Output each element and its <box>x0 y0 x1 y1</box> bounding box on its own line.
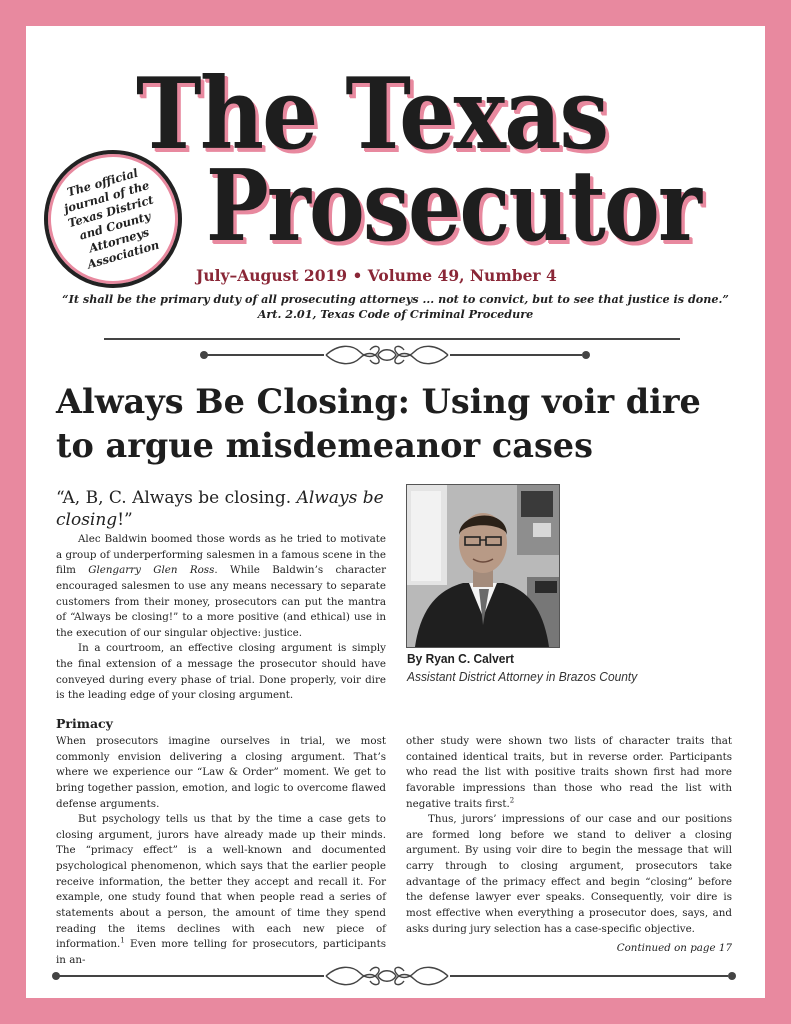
issue-line: July–August 2019 • Volume 49, Number 4 <box>196 266 557 285</box>
masthead-title-line2: Prosecutor <box>206 149 701 264</box>
motto-quote: “It shall be the primary duty of all prosecuting attorneys ... not to convict, but to see that justice is done.” <box>62 292 729 306</box>
masthead-title-line1: The Texas <box>136 57 608 172</box>
pull-quote-italic: Always be closing <box>56 488 384 530</box>
flourish-ornament-icon <box>324 342 450 368</box>
pull-quote-plain: “A, B, C. Always be closing. <box>56 488 297 508</box>
col2-paragraph-2: Thus, jurors’ impressions of our case and our positions are formed long before we stand to deliver a closing argument. By using voir dire to begin the message that will carry through to closing argument, prosecutors take advantage of the primacy effect and begin “closing” before the defense lawyer ever speaks. Consequently, voir dire is most effective when everything a prosecutor does, says, and asks during jury selection has a case-specific objective. <box>406 813 732 935</box>
continued-link[interactable]: Continued on page 17 <box>616 942 732 955</box>
author-photo <box>406 484 560 648</box>
footer-line-left <box>58 975 324 977</box>
page <box>26 26 765 998</box>
intro-paragraph-1: Alec Baldwin boomed those words as he tried to motivate a group of underperforming salesmen in a famous scene in the film Glengarry Glen Ross. While Baldwin’s character encouraged salesmen to use any means necessary to separate customers from their money, prosecutors can put the mantra of “Always be closing!” to a more positive (and ethical) use in the execution of our singular objective: justice. <box>56 533 386 639</box>
divider-dot-right <box>582 351 590 359</box>
author-portrait-icon <box>407 485 559 647</box>
intro-paragraph-2: In a courtroom, an effective closing argument is simply the final extension of a message the prosecutor should have conveyed during every phase of trial. Done properly, voir dire is the leading edge of your closing argument. <box>56 642 386 702</box>
motto-source: Art. 2.01, Texas Code of Criminal Procedure <box>257 307 534 322</box>
body-column-2 <box>406 734 732 957</box>
col1-paragraph-1: When prosecutors imagine ourselves in trial, we most commonly envision delivering a closing argument. That’s where we experience our “Law & Order” moment. We get to bring together passion, emotion, and logic to overcome flawed defense arguments. <box>56 735 386 810</box>
section-heading: Primacy <box>56 716 113 731</box>
article-headline: Always Be Closing: Using voir dire to argue misdemeanor cases <box>56 382 701 465</box>
masthead-rule <box>104 338 680 340</box>
divider-line-right <box>450 354 582 356</box>
pull-quote-end: !” <box>117 509 133 530</box>
footer-line-right <box>450 975 728 977</box>
pull-quote <box>56 488 396 532</box>
footnote-ref-2[interactable]: 2 <box>509 796 515 805</box>
film-title: Glengarry Glen Ross <box>88 564 215 577</box>
motto <box>26 292 765 323</box>
byline <box>407 651 747 684</box>
footnote-ref-1[interactable]: 1 <box>120 936 125 945</box>
footer-dot-right <box>728 972 736 980</box>
footer-flourish-icon <box>324 963 450 989</box>
body-column-1 <box>56 734 386 969</box>
col1-paragraph-2: But psychology tells us that by the time a case gets to closing argument, jurors have already made up their minds. The “primacy effect” is a well-known and documented psychological phenomenon, which says that the earlier people receive information, the better they accept and recall it. For example, one study found that when people read a series of statements about a person, the amount of time they spend reading the items declines with each new piece of information.$^1$ Even more telling for prosecutors, participants in an- <box>56 813 386 966</box>
seal-text: The official journal of the Texas District and County Attorneys Association <box>62 165 161 272</box>
byline-name: By Ryan C. Calvert <box>407 651 515 666</box>
col2-paragraph-1: other study were shown two lists of character traits that contained identical traits, but in reverse order. Participants who read the list with positive traits shown first had more favorable impressions than those who read the list with negative traits first.$^2$ <box>406 735 732 810</box>
byline-title: Assistant District Attorney in Brazos County <box>407 669 638 684</box>
intro-text <box>56 532 386 704</box>
divider-line-left <box>206 354 324 356</box>
